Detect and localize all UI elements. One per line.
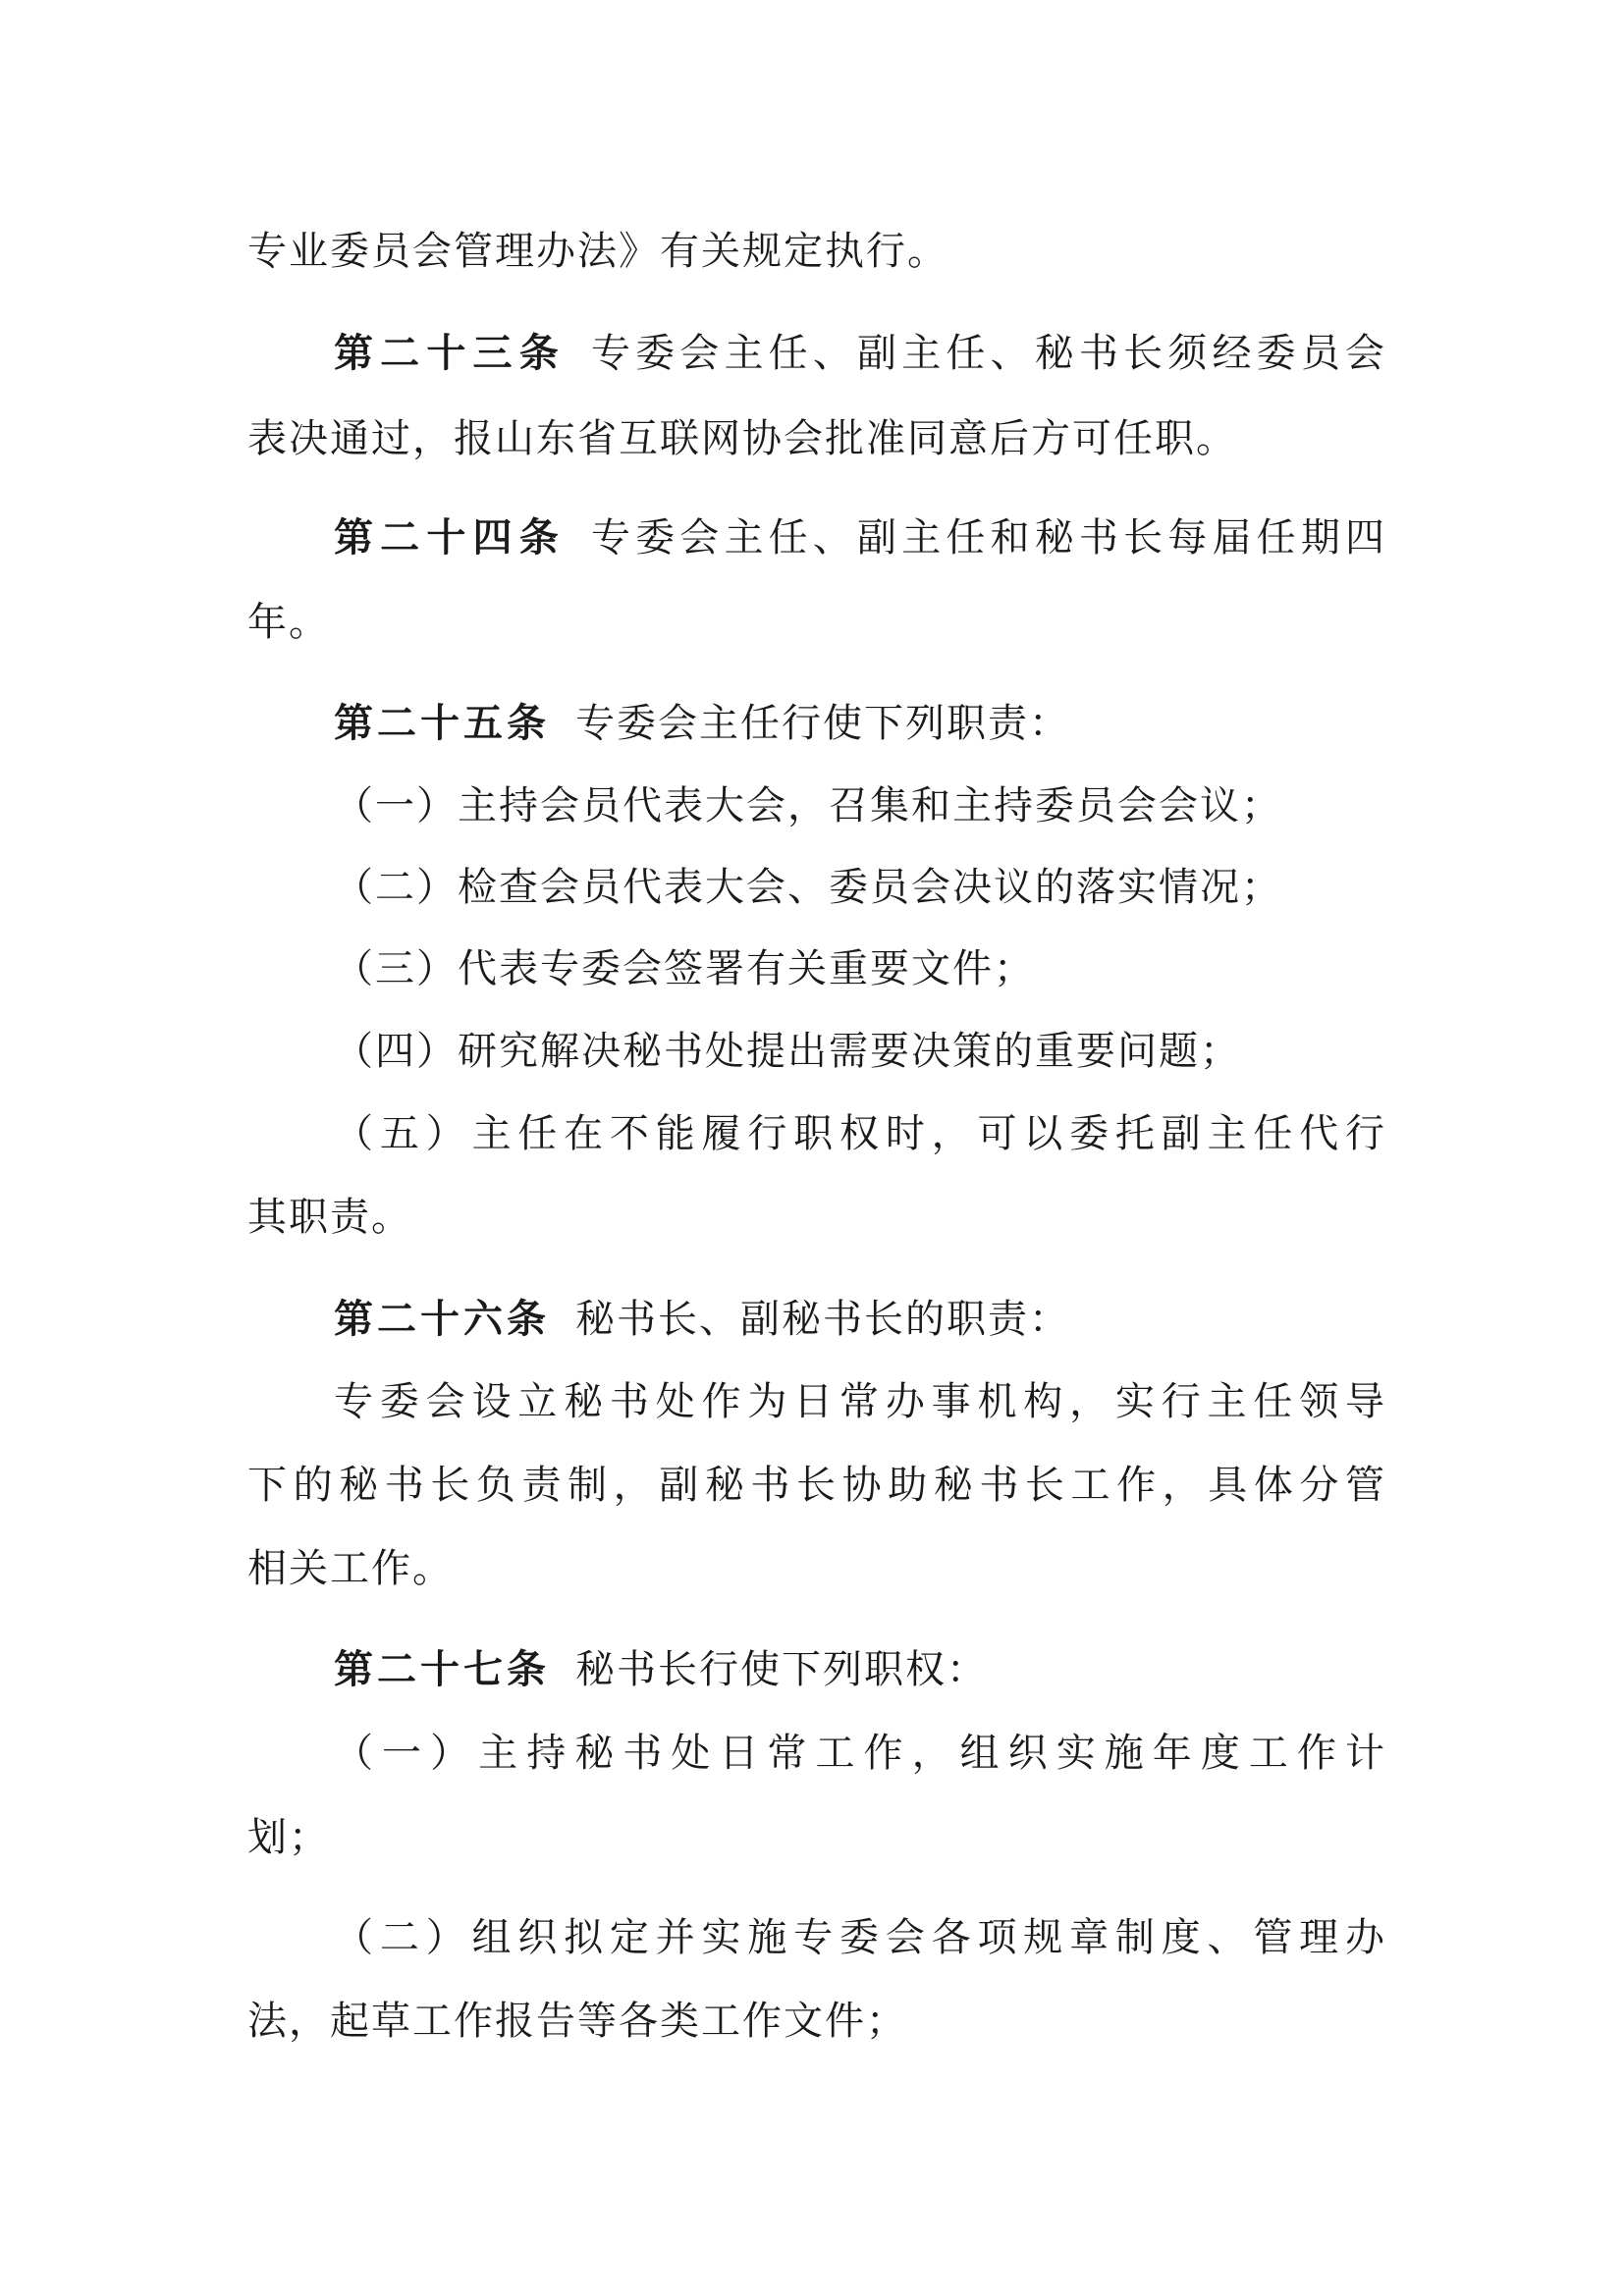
line-text: （一）主持会员代表大会，召集和主持委员会会议；: [334, 783, 1282, 828]
text-line: [247, 228, 1386, 275]
line-text: 秘书长行使下列职权：: [575, 1647, 988, 1692]
text-line: [247, 1814, 1386, 1861]
article-title: 第二十七条: [334, 1647, 550, 1692]
text-line: [334, 1028, 1386, 1075]
line-text: 表决通过，报山东省互联网协会批准同意后方可任职。: [247, 416, 1237, 461]
text-line: [334, 1914, 1386, 1961]
line-text: 下的秘书长负责制，副秘书长协助秘书长工作，具体分管: [247, 1463, 1386, 1508]
line-text: 相关工作。: [247, 1546, 454, 1591]
article-27-line: [334, 1646, 1386, 1693]
article-25-line: [334, 700, 1386, 747]
text-line: [334, 864, 1386, 911]
line-text: 专委会主任、副主任、秘书长须经委员会: [590, 331, 1387, 376]
line-text: （二）检查会员代表大会、委员会决议的落实情况；: [334, 865, 1282, 910]
line-text: （五）主任在不能履行职权时，可以委托副主任代行: [334, 1111, 1386, 1156]
article-title: 第二十四条: [334, 515, 566, 561]
line-text: （二）组织拟定并实施专委会各项规章制度、管理办: [334, 1915, 1386, 1960]
line-text: 专委会主任行使下列职责：: [575, 701, 1070, 746]
text-line: [247, 415, 1386, 462]
article-26-line: [334, 1296, 1386, 1343]
article-title: 第二十六条: [334, 1297, 550, 1342]
text-line: [247, 1545, 1386, 1592]
text-line: [334, 1110, 1386, 1157]
line-text: 法，起草工作报告等各类工作文件；: [247, 1999, 907, 2044]
article-title: 第二十三条: [334, 331, 566, 376]
line-text: 专业委员会管理办法》有关规定执行。: [247, 229, 948, 274]
line-text: （一）主持秘书处日常工作，组织实施年度工作计: [334, 1731, 1386, 1776]
line-text: 专委会设立秘书处作为日常办事机构，实行主任领导: [334, 1379, 1386, 1424]
text-line: [247, 1462, 1386, 1509]
line-text: 年。: [247, 600, 330, 645]
text-line: [334, 1378, 1386, 1425]
text-line: [247, 599, 1386, 646]
line-text: （四）研究解决秘书处提出需要决策的重要问题；: [334, 1029, 1241, 1074]
line-text: 专委会主任、副主任和秘书长每届任期四: [590, 515, 1387, 561]
article-23-line: [334, 330, 1386, 377]
text-line: [247, 1998, 1386, 2045]
text-line: [334, 782, 1386, 829]
line-text: 秘书长、副秘书长的职责：: [575, 1297, 1070, 1342]
text-line: [247, 1194, 1386, 1241]
text-line: [334, 945, 1386, 992]
line-text: （三）代表专委会签署有关重要文件；: [334, 946, 1035, 991]
line-text: 其职责。: [247, 1195, 412, 1240]
text-line: [334, 1730, 1386, 1777]
line-text: 划；: [247, 1815, 330, 1860]
article-24-line: [334, 514, 1386, 561]
article-title: 第二十五条: [334, 701, 550, 746]
